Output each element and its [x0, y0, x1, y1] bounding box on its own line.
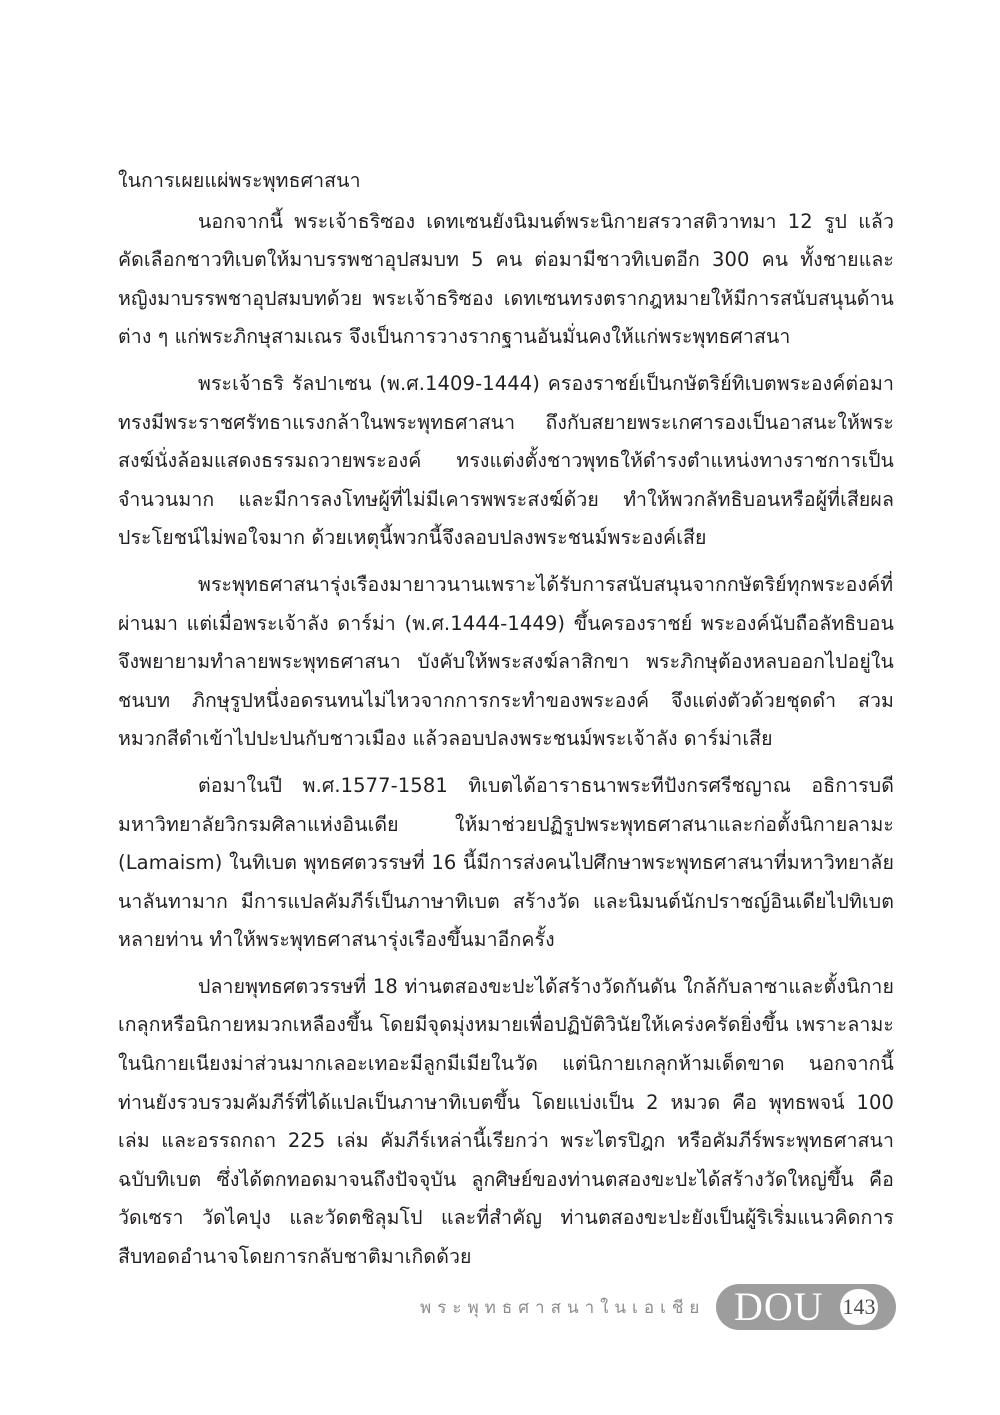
page-body — [118, 162, 894, 1285]
paragraph: ปลายพุทธศตวรรษที่ 18 ท่านตสองขะปะได้สร้างวัดกันดัน ใกล้กับลาซาและตั้งนิกายเกลุกหรือนิกายหมวกเหลืองขึ้น โดยมีจุดมุ่งหมายเพื่อปฏิบัติวินัยให้เคร่งครัดยิ่งขึ้น เพราะลามะในนิกายเนียงม่าส่วนมากเลอะเทอะมีลูกมีเมียในวัด แต่นิกายเกลุกห้ามเด็ดขาด นอกจากนี้ท่านยังรวบรวมคัมภีร์ที่ได้แปลเป็นภาษาทิเบตขึ้น โดยแบ่งเป็น 2 หมวด คือ พุทธพจน์ 100 เล่ม และอรรถกถา 225 เล่ม คัมภีร์เหล่านี้เรียกว่า พระไตรปิฎก หรือคัมภีร์พระพุทธศาสนาฉบับทิเบต ซึ่งได้ตกทอดมาจนถึงปัจจุบัน ลูกศิษย์ของท่านตสองขะปะได้สร้างวัดใหญ่ขึ้น คือ วัดเซรา วัดไคปุง และวัดตชิลุมโป และที่สำคัญ ท่านตสองขะปะยังเป็นผู้ริเริ่มแนวคิดการสืบทอดอำนาจโดยการกลับชาติมาเกิดด้วย — [118, 974, 894, 1269]
page-footer — [0, 1284, 1000, 1332]
dou-badge — [716, 1284, 896, 1330]
paragraph-continuation: ในการเผยแผ่พระพุทธศาสนา — [118, 169, 361, 192]
page-number: 143 — [840, 1289, 878, 1325]
paragraph: ต่อมาในปี พ.ศ.1577-1581 ทิเบตได้อาราธนาพระทีปังกรศรีชญาณ อธิการบดีมหาวิทยาลัยวิกรมศิลาแห่งอินเดีย ให้มาช่วยปฏิรูปพระพุทธศาสนาและก่อตั้งนิกายลามะ (Lamaism) ในทิเบต พุทธศตวรรษที่ 16 นี้มีการส่งคนไปศึกษาพระพุทธศาสนาที่มหาวิทยาลัยนาลันทามาก มีการแปลคัมภีร์เป็นภาษาทิเบต สร้างวัด และนิมนต์นักปราชญ์อินเดียไปทิเบตหลายท่าน ทำให้พระพุทธศาสนารุ่งเรืองขึ้นมาอีกครั้ง — [118, 773, 894, 952]
paragraph: พระเจ้าธริ รัลปาเซน (พ.ศ.1409-1444) ครองราชย์เป็นกษัตริย์ทิเบตพระองค์ต่อมา ทรงมีพระราชศรัทธาแรงกล้าในพระพุทธศาสนา ถึงกับสยายพระเกศารองเป็นอาสนะให้พระสงฆ์นั่งล้อมแสดงธรรมถวายพระองค์ ทรงแต่งตั้งชาวพุทธให้ดำรงตำแหน่งทางราชการเป็นจำนวนมาก และมีการลงโทษผู้ที่ไม่มีเคารพพระสงฆ์ด้วย ทำให้พวกลัทธิบอนหรือผู้ที่เสียผลประโยชน์ไม่พอใจมาก ด้วยเหตุนี้พวกนี้จึงลอบปลงพระชนม์พระองค์เสีย — [118, 371, 894, 550]
paragraph: พระพุทธศาสนารุ่งเรืองมายาวนานเพราะได้รับการสนับสนุนจากกษัตริย์ทุกพระองค์ที่ผ่านมา แต่เมื่อพระเจ้าลัง ดาร์ม่า (พ.ศ.1444-1449) ขึ้นครองราชย์ พระองค์นับถือลัทธิบอน จึงพยายามทำลายพระพุทธศาสนา บังคับให้พระสงฆ์ลาสิกขา พระภิกษุต้องหลบออกไปอยู่ในชนบท ภิกษุรูปหนึ่งอดรนทนไม่ไหวจากการกระทำของพระองค์ จึงแต่งตัวด้วยชุดดำ สวมหมวกสีดำเข้าไปปะปนกับชาวเมือง แล้วลอบปลงพระชนม์พระเจ้าลัง ดาร์ม่าเสีย — [118, 572, 894, 751]
paragraph: นอกจากนี้ พระเจ้าธริซอง เดทเซนยังนิมนต์พระนิกายสรวาสติวาทมา 12 รูป แล้วคัดเลือกชาวทิเบตให้มาบรรพชาอุปสมบท 5 คน ต่อมามีชาวทิเบตอีก 300 คน ทั้งชายและหญิงมาบรรพชาอุปสมบทด้วย พระเจ้าธริซอง เดทเซนทรงตรากฎหมายให้มีการสนับสนุนด้านต่าง ๆ แก่พระภิกษุสามเณร จึงเป็นการวางรากฐานอันมั่นคงให้แก่พระพุทธศาสนา — [118, 209, 894, 349]
running-footer-title: พระพุทธศาสนาในเอเชีย — [420, 1298, 706, 1318]
dou-logo-text: DOU — [734, 1284, 824, 1329]
